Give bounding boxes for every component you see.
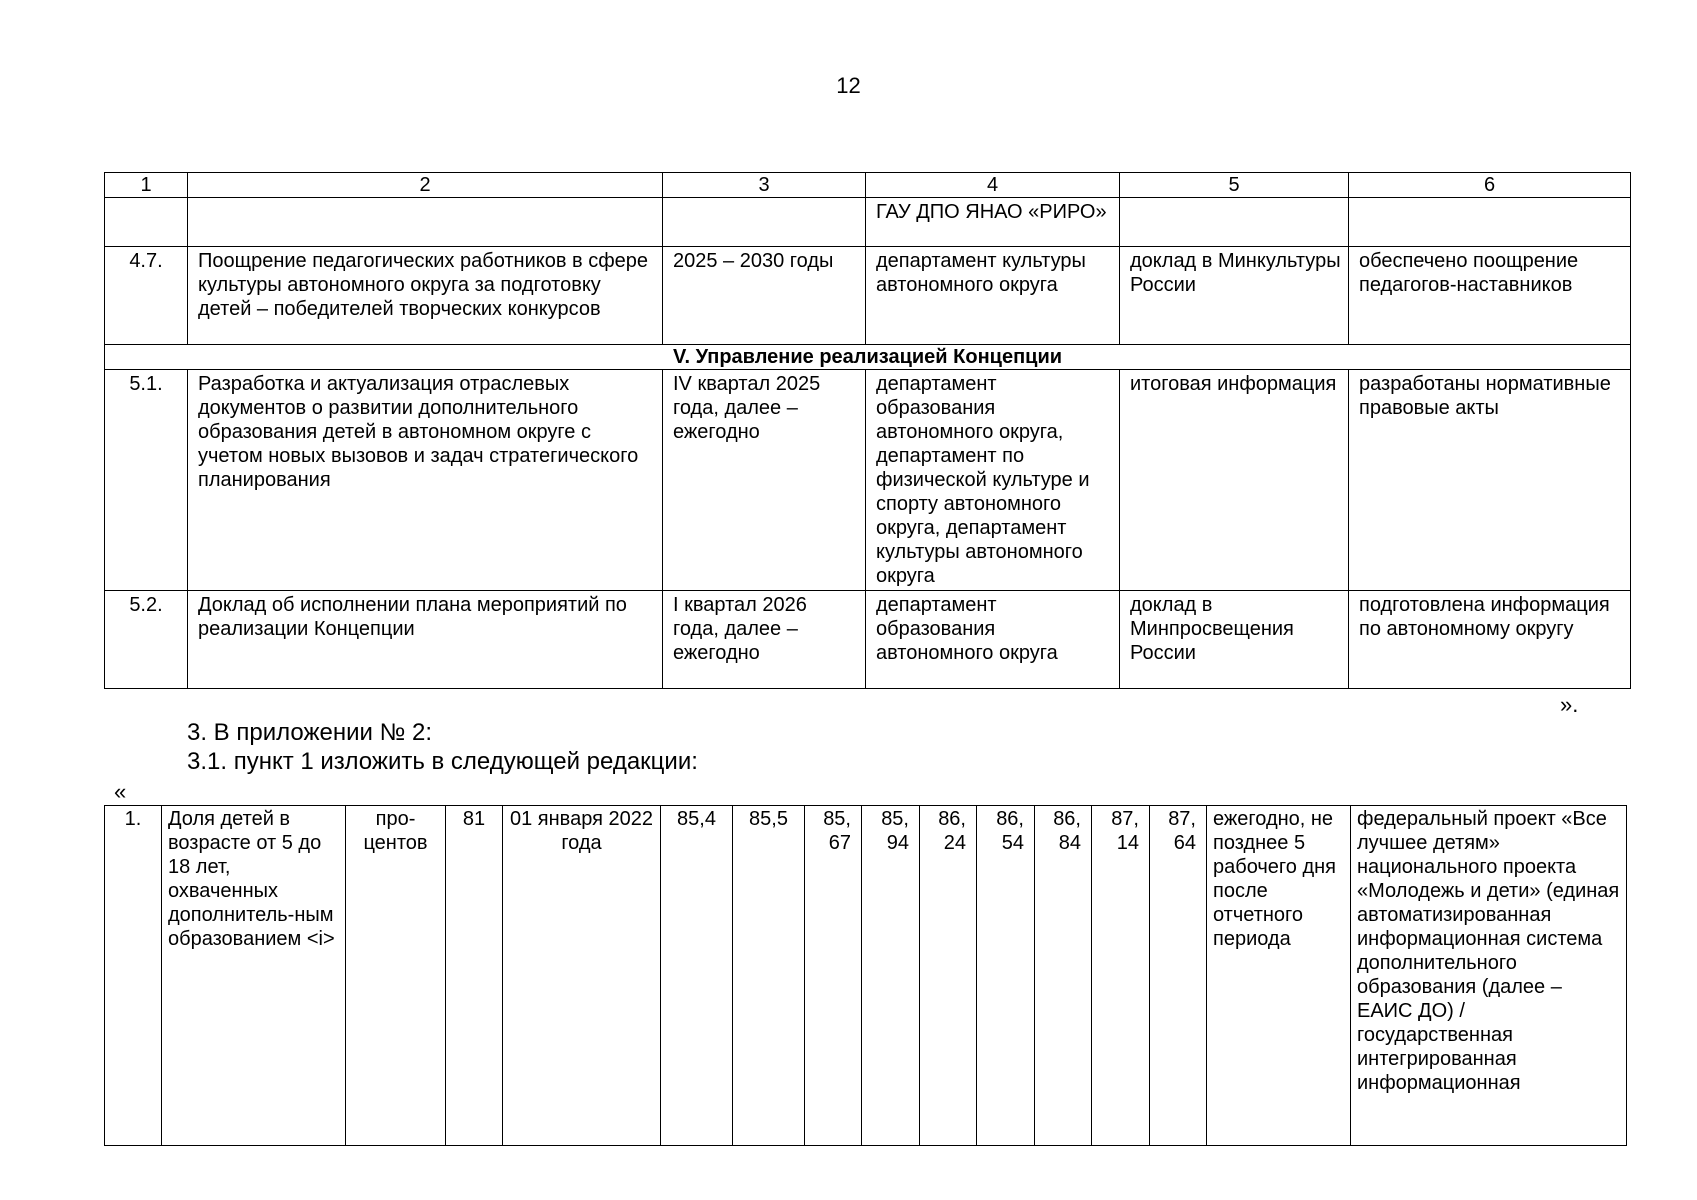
measure-name: Разработка и актуализация отраслевых документов о развитии дополнительного образования детей в автономном округе с учетом новых вызовов и задач стратегического планирования [188,370,663,591]
executor-cell: департамент культуры автономного округа [866,247,1120,345]
opening-quote: « [114,779,127,804]
table-header-row [105,173,1631,198]
source-cell: федеральный проект «Все лучшее детям» национального проекта «Молодежь и дети» (единая автоматизированная информационная система дополнительного образования (далее – ЕАИС ДО) / государственная интегрированная информационная [1351,806,1627,1146]
executor-cell: департамент образования автономного округа [866,591,1120,689]
section-heading-row [105,345,1631,370]
concept-plan-table [104,172,1631,689]
completion-form: итоговая информация [1120,370,1349,591]
code-cell: 81 [446,806,503,1146]
value-cell: 85,4 [661,806,733,1146]
row-number: 5.2. [105,591,188,689]
closing-quote: ». [1560,692,1579,717]
value-cell: 87, 64 [1150,806,1207,1146]
measure-name: Доклад об исполнении плана мероприятий по реализации Концепции [188,591,663,689]
executor-cell: ГАУ ДПО ЯНАО «РИРО» [866,198,1120,247]
row-number: 4.7. [105,247,188,345]
periodicity-cell: ежегодно, не позднее 5 рабочего дня после отчетного периода [1207,806,1351,1146]
executor-cell: департамент образования автономного округа, департамент по физической культуре и спорту автономного округа, департамент культуры автономного округа [866,370,1120,591]
value-cell: 85, 94 [862,806,920,1146]
completion-form: доклад в Минпросвещения России [1120,591,1349,689]
row-number: 1. [105,806,162,1146]
header-cell: 4 [866,173,1120,198]
unit-cell: про-центов [346,806,446,1146]
value-cell: 87, 14 [1092,806,1150,1146]
value-cell: 85,5 [733,806,805,1146]
table-row [105,591,1631,689]
value-cell: 85, 67 [805,806,862,1146]
table-row-continuation [105,198,1631,247]
header-cell: 1 [105,173,188,198]
header-cell: 5 [1120,173,1349,198]
table-row [105,806,1627,1146]
expected-result: разработаны нормативные правовые акты [1349,370,1631,591]
completion-form: доклад в Минкультуры России [1120,247,1349,345]
expected-result: обеспечено поощрение педагогов-наставников [1349,247,1631,345]
term-cell: 2025 – 2030 годы [663,247,866,345]
header-cell: 2 [188,173,663,198]
paragraph-item-3-1: 3.1. пункт 1 изложить в следующей редакции: [187,748,698,775]
base-date-cell: 01 января 2022 года [503,806,661,1146]
indicator-name: Доля детей в возрасте от 5 до 18 лет, охваченных дополнитель-ным образованием <i> [162,806,346,1146]
expected-result: подготовлена информация по автономному округу [1349,591,1631,689]
paragraph-appendix-2: 3. В приложении № 2: [187,719,433,746]
measure-name: Поощрение педагогических работников в сфере культуры автономного округа за подготовку детей – победителей творческих конкурсов [188,247,663,345]
indicator-table [104,805,1627,1146]
term-cell: I квартал 2026 года, далее – ежегодно [663,591,866,689]
value-cell: 86, 84 [1035,806,1092,1146]
page-number: 12 [836,73,861,98]
header-cell: 6 [1349,173,1631,198]
value-cell: 86, 54 [977,806,1035,1146]
header-cell: 3 [663,173,866,198]
value-cell: 86, 24 [920,806,977,1146]
section-heading: V. Управление реализацией Концепции [105,345,1631,370]
row-number: 5.1. [105,370,188,591]
table-row [105,247,1631,345]
term-cell: IV квартал 2025 года, далее – ежегодно [663,370,866,591]
table-row [105,370,1631,591]
